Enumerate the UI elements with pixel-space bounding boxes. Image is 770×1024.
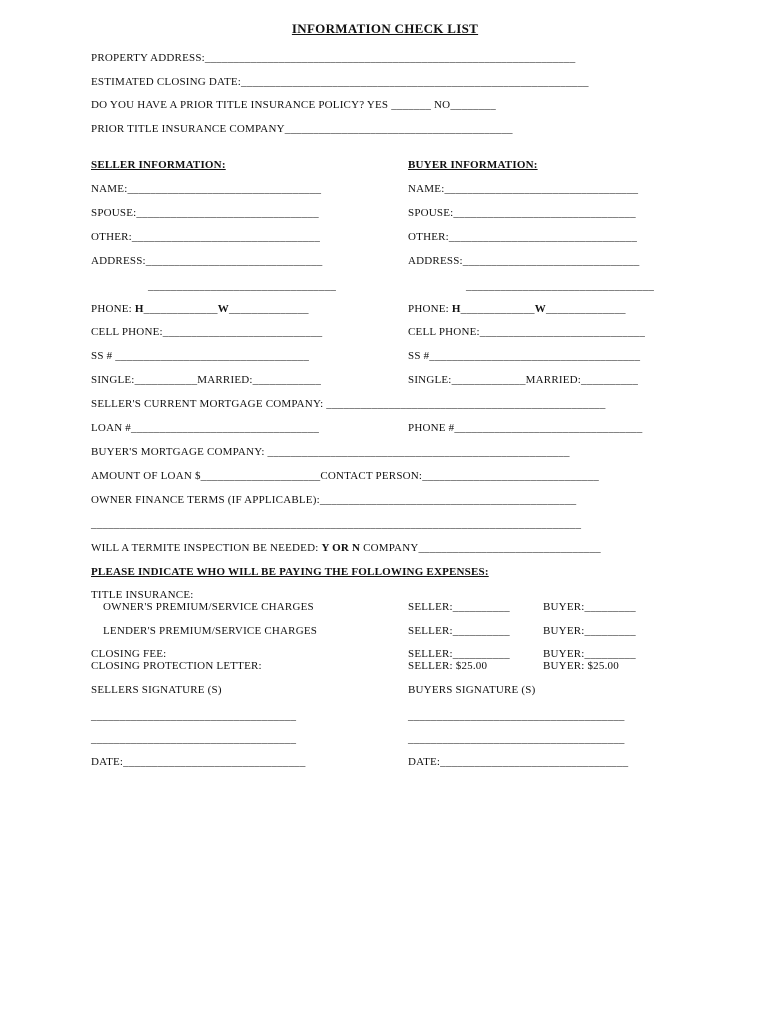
form-title: INFORMATION CHECK LIST — [291, 21, 479, 36]
termite-inspection-field[interactable] — [91, 541, 601, 555]
title-insurance-label: TITLE INSURANCE: — [91, 589, 194, 601]
buyer-phone-field[interactable] — [408, 302, 626, 316]
seller-phone-label: PHONE: — [91, 303, 135, 315]
seller-signature-line-1[interactable]: ____________________________________ — [91, 710, 297, 722]
buyer-address-field[interactable]: ADDRESS:_______________________________ — [408, 255, 640, 267]
buyer-signature-line-1[interactable]: ______________________________________ — [408, 710, 625, 722]
termite-yes-no: Y OR N — [321, 542, 361, 554]
seller-loan-number-field[interactable]: LOAN #_________________________________ — [91, 422, 320, 434]
seller-address-field[interactable]: ADDRESS:_______________________________ — [91, 255, 323, 267]
seller-date-field[interactable]: DATE:________________________________ — [91, 756, 306, 768]
seller-current-mortgage-field[interactable]: SELLER'S CURRENT MORTGAGE COMPANY: _________________________________________________ — [91, 398, 606, 410]
owner-finance-terms-field[interactable]: OWNER FINANCE TERMS (IF APPLICABLE):_____________________________________________ — [91, 494, 577, 506]
buyer-spouse-field[interactable]: SPOUSE:________________________________ — [408, 207, 636, 219]
seller-phone-home-blank[interactable]: _____________ — [143, 303, 218, 315]
seller-ss-field[interactable]: SS # __________________________________ — [91, 350, 310, 362]
owners-premium-buyer-field[interactable]: BUYER:_________ — [543, 601, 636, 613]
buyer-address-line2[interactable]: _________________________________ — [466, 280, 655, 292]
closing-protection-letter-label: CLOSING PROTECTION LETTER: — [91, 660, 262, 672]
buyer-ss-field[interactable]: SS #_____________________________________ — [408, 350, 641, 362]
seller-phone-field[interactable] — [91, 302, 309, 316]
buyer-date-field[interactable]: DATE:_________________________________ — [408, 756, 629, 768]
termite-question: WILL A TERMITE INSPECTION BE NEEDED: — [91, 542, 322, 554]
seller-marital-status-field[interactable]: SINGLE:___________MARRIED:____________ — [91, 374, 322, 386]
prior-title-policy-field[interactable]: DO YOU HAVE A PRIOR TITLE INSURANCE POLICY? YES _______ NO________ — [91, 99, 496, 111]
owners-premium-label: OWNER'S PREMIUM/SERVICE CHARGES — [103, 601, 314, 613]
buyer-phone-work-blank[interactable]: ______________ — [545, 303, 626, 315]
seller-cell-phone-field[interactable]: CELL PHONE:____________________________ — [91, 326, 323, 338]
seller-info-heading: SELLER INFORMATION: — [91, 159, 226, 171]
buyer-other-field[interactable]: OTHER:_________________________________ — [408, 231, 638, 243]
buyer-signature-line-2[interactable]: ______________________________________ — [408, 733, 625, 745]
property-address-field[interactable]: PROPERTY ADDRESS:_________________________________________________________________ — [91, 52, 576, 64]
lenders-premium-buyer-field[interactable]: BUYER:_________ — [543, 625, 636, 637]
cpl-seller-amount: SELLER: $25.00 — [408, 660, 488, 672]
buyer-marital-status-field[interactable]: SINGLE:_____________MARRIED:__________ — [408, 374, 639, 386]
seller-phone-work-label: W — [217, 303, 229, 315]
closing-fee-seller-field[interactable]: SELLER:__________ — [408, 648, 510, 660]
buyer-mortgage-company-field[interactable]: BUYER'S MORTGAGE COMPANY: _____________________________________________________ — [91, 446, 570, 458]
lenders-premium-label: LENDER'S PREMIUM/SERVICE CHARGES — [103, 625, 318, 637]
amount-of-loan-field[interactable]: AMOUNT OF LOAN $_____________________CONTACT PERSON:_______________________________ — [91, 470, 599, 482]
buyer-phone-label: PHONE: — [408, 303, 452, 315]
seller-name-field[interactable]: NAME:__________________________________ — [91, 183, 322, 195]
seller-phone-home-label: H — [134, 303, 144, 315]
cpl-buyer-amount: BUYER: $25.00 — [543, 660, 619, 672]
buyer-phone-work-label: W — [534, 303, 546, 315]
seller-address-line2[interactable]: _________________________________ — [148, 280, 337, 292]
mortgage-phone-field[interactable]: PHONE #_________________________________ — [408, 422, 643, 434]
prior-title-company-field[interactable]: PRIOR TITLE INSURANCE COMPANY________________________________________ — [91, 123, 513, 135]
seller-spouse-field[interactable]: SPOUSE:________________________________ — [91, 207, 319, 219]
seller-signature-line-2[interactable]: ____________________________________ — [91, 733, 297, 745]
buyer-info-heading: BUYER INFORMATION: — [408, 159, 538, 171]
buyer-cell-phone-field[interactable]: CELL PHONE:_____________________________ — [408, 326, 646, 338]
owner-finance-terms-line2[interactable]: ______________________________________________________________________________________ — [91, 518, 582, 530]
termite-company-blank[interactable]: COMPANY________________________________ — [360, 542, 601, 554]
buyer-phone-home-blank[interactable]: _____________ — [460, 303, 535, 315]
seller-other-field[interactable]: OTHER:_________________________________ — [91, 231, 321, 243]
closing-fee-buyer-field[interactable]: BUYER:_________ — [543, 648, 636, 660]
closing-fee-label: CLOSING FEE: — [91, 648, 167, 660]
buyers-signature-label: BUYERS SIGNATURE (S) — [408, 684, 536, 696]
lenders-premium-seller-field[interactable]: SELLER:__________ — [408, 625, 510, 637]
buyer-name-field[interactable]: NAME:__________________________________ — [408, 183, 639, 195]
owners-premium-seller-field[interactable]: SELLER:__________ — [408, 601, 510, 613]
expenses-heading: PLEASE INDICATE WHO WILL BE PAYING THE FOLLOWING EXPENSES: — [91, 566, 489, 578]
seller-phone-work-blank[interactable]: ______________ — [228, 303, 309, 315]
estimated-closing-date-field[interactable]: ESTIMATED CLOSING DATE:_____________________________________________________________ — [91, 76, 589, 88]
buyer-phone-home-label: H — [451, 303, 461, 315]
sellers-signature-label: SELLERS SIGNATURE (S) — [91, 684, 222, 696]
